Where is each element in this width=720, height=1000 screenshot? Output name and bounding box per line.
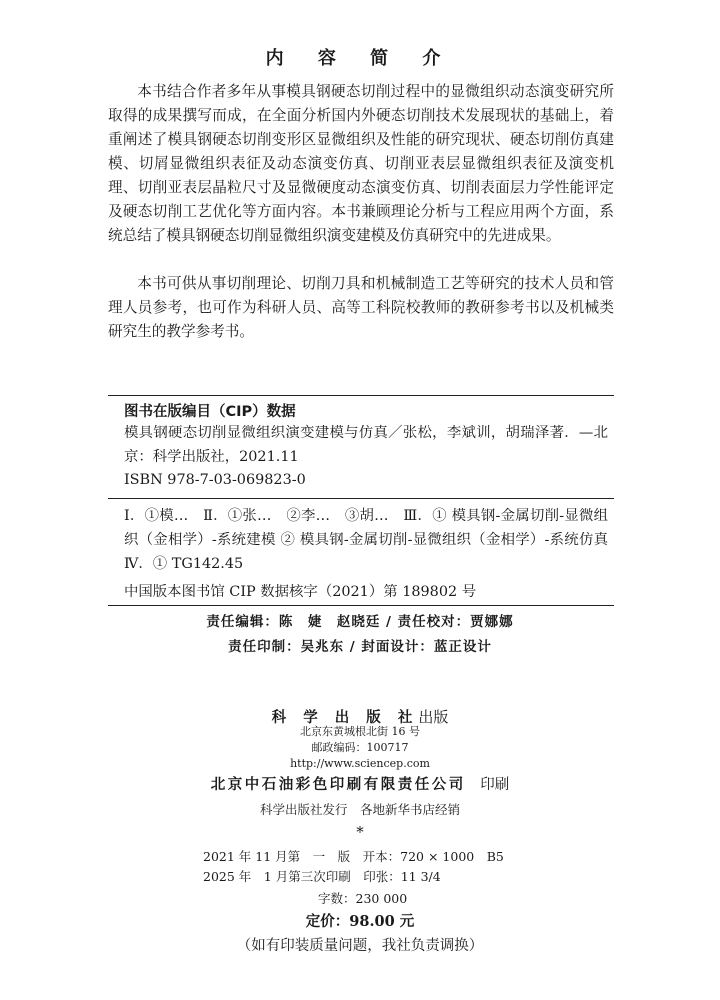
publisher-name: 科 学 出 版 社: [271, 709, 419, 726]
cip-subjects: Ⅰ．①模… Ⅱ．①张… ②李… ③胡… Ⅲ．① 模具钢-金属切削-显微组织（金相学）-系统建模 ② 模具钢-金属切削-显微组织（金相学）-系统仿真 Ⅳ．① TG142.45: [124, 508, 623, 572]
publisher-line: [0, 706, 720, 727]
credits-editors: 责任编辑：陈 婕 赵晓廷 / 责任校对：贾娜娜: [206, 614, 514, 630]
publisher-address: 北京东黄城根北街 16 号: [300, 725, 420, 738]
printer-line: [0, 773, 720, 794]
cip-isbn: ISBN 978-7-03-069823-0: [124, 472, 306, 488]
separator-star: *: [356, 823, 364, 841]
intro-paragraph-1: 本书结合作者多年从事模具钢硬态切削过程中的显微组织动态演变研究所取得的成果撰写而成，在全面分析国内外硬态切削技术发展现状的基础上，着重阐述了模具钢硬态切削变形区显微组织及性能的研究现状、硬态切削仿真建模、切屑显微组织表征及动态演变仿真、切削亚表层显微组织表征及演变机理、切削亚表层晶粒尺寸及显微硬度动态演变仿真、切削表面层力学性能评定及硬态切削工艺优化等方面内容。本书兼顾理论分析与工程应用两个方面，系统总结了模具钢硬态切削显微组织演变建模及仿真研究中的先进成果。: [108, 83, 614, 244]
cip-entry: 模具钢硬态切削显微组织演变建模与仿真／张松，李斌训，胡瑞泽著．—北京：科学出版社，2021.11: [124, 425, 608, 465]
cip-record-number: 中国版本图书馆 CIP 数据核字（2021）第 189802 号: [124, 584, 477, 600]
credits-production: 责任印制：吴兆东 / 封面设计：蓝正设计: [228, 639, 492, 655]
printer-name: 北京中石油彩色印刷有限责任公司: [210, 777, 466, 793]
quality-note: （如有印装质量问题，我社负责调换）: [236, 938, 484, 954]
price: 定价：98.00 元: [305, 913, 415, 930]
intro-paragraph-2: 本书可供从事切削理论、切削刀具和机械制造工艺等研究的技术人员和管理人员参考，也可作为科研人员、高等工科院校教师的教研参考书以及机械类研究生的教学参考书。: [108, 275, 614, 340]
cip-top-rule: [108, 395, 614, 396]
cip-middle-rule: [108, 498, 614, 499]
publisher-postcode: 邮政编码：100717: [311, 741, 409, 754]
page-title: 内 容 简 介: [265, 48, 455, 69]
publisher-suffix: 出版: [418, 708, 449, 726]
edition-line-1: 2021 年 11 月第 一 版 开本：720 × 1000 B5: [203, 849, 504, 864]
cip-bottom-rule: [108, 605, 614, 606]
word-count: 字数：230 000: [318, 891, 408, 906]
cip-heading: 图书在版编目（CIP）数据: [124, 404, 296, 420]
edition-line-2: 2025 年 1 月第三次印刷 印张：11 3/4: [203, 869, 441, 884]
printer-suffix: 印刷: [480, 777, 510, 793]
publisher-url: http://www.sciencep.com: [290, 757, 430, 770]
distribution-line: 科学出版社发行 各地新华书店经销: [259, 802, 460, 817]
